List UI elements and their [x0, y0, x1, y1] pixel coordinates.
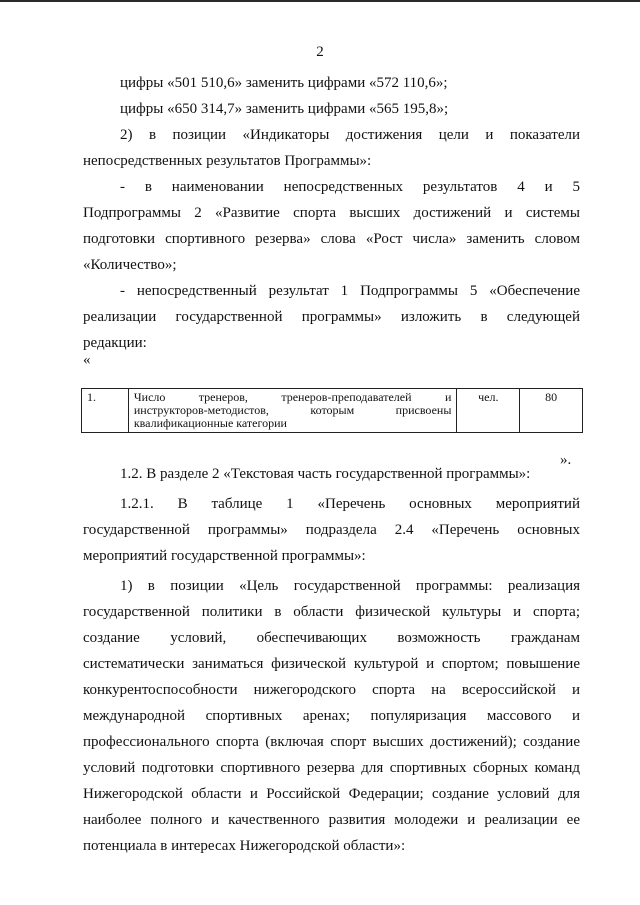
text-line: наиболее полного и качественного развития молодежи и реализации ее — [83, 812, 580, 828]
text-line: Подпрограммы 2 «Развитие спорта высших достижений и системы — [83, 205, 580, 221]
text-line: «Количество»; — [83, 257, 177, 273]
text-line: - непосредственный результат 1 Подпрограммы 5 «Обеспечение — [120, 283, 580, 299]
text-line: цифры «650 314,7» заменить цифрами «565 195,8»; — [120, 101, 449, 117]
text-line: 1.2.1. В таблице 1 «Перечень основных мероприятий — [120, 496, 580, 512]
text-line: международной спортивных аренах; популяризация массового и — [83, 708, 580, 724]
text-line: профессионального спорта (включая спорт высших достижений); создание — [83, 734, 580, 750]
table-name-line: инструкторов-методистов, которым присвоены — [133, 403, 452, 417]
indicator-table — [81, 388, 583, 433]
closing-quote: ». — [560, 452, 572, 468]
text-line: цифры «501 510,6» заменить цифрами «572 110,6»; — [120, 75, 448, 91]
text-line: Нижегородской области и Российской Федерации; создание условий для — [83, 786, 580, 802]
text-line: подготовки спортивного резерва» слова «Рост числа» заменить словом — [83, 231, 580, 247]
text-line: государственной политики в области физической культуры и спорта; — [83, 604, 580, 620]
top-border-line — [0, 0, 640, 2]
text-line: редакции: — [83, 335, 147, 351]
table-name-line: Число тренеров, тренеров-преподавателей и — [133, 390, 452, 404]
text-line: 1) в позиции «Цель государственной программы: реализация — [120, 578, 580, 594]
opening-quote: « — [83, 352, 91, 368]
table-row — [82, 389, 583, 433]
text-line: 2) в позиции «Индикаторы достижения цели и показатели — [120, 127, 580, 143]
text-line: потенциала в интересах Нижегородской области»: — [83, 838, 406, 854]
text-line: мероприятий государственной программы»: — [83, 548, 366, 564]
text-line: - в наименовании непосредственных результатов 4 и 5 — [120, 179, 580, 195]
table-name-line: квалификационные категории — [133, 416, 287, 430]
text-line: государственной программы» подраздела 2.4 «Перечень основных — [83, 522, 580, 538]
text-line: условий подготовки спортивного резерва для спортивных сборных команд — [83, 760, 580, 776]
table-cell-name — [128, 389, 457, 433]
text-line: 1.2. В разделе 2 «Текстовая часть государственной программы»: — [120, 466, 531, 482]
text-line: непосредственных результатов Программы»: — [83, 153, 372, 169]
page-number: 2 — [316, 44, 324, 60]
text-line: реализации государственной программы» изложить в следующей — [83, 309, 580, 325]
text-line: систематически заниматься физической культурой и спортом; повышение — [83, 656, 580, 672]
text-line: конкурентоспособности нижегородского спорта на всероссийской и — [83, 682, 580, 698]
table-cell-number: 1. — [82, 389, 129, 433]
table-cell-value: 80 — [520, 389, 583, 433]
text-line: создание условий, обеспечивающих возможность гражданам — [83, 630, 580, 646]
table-cell-unit: чел. — [457, 389, 520, 433]
